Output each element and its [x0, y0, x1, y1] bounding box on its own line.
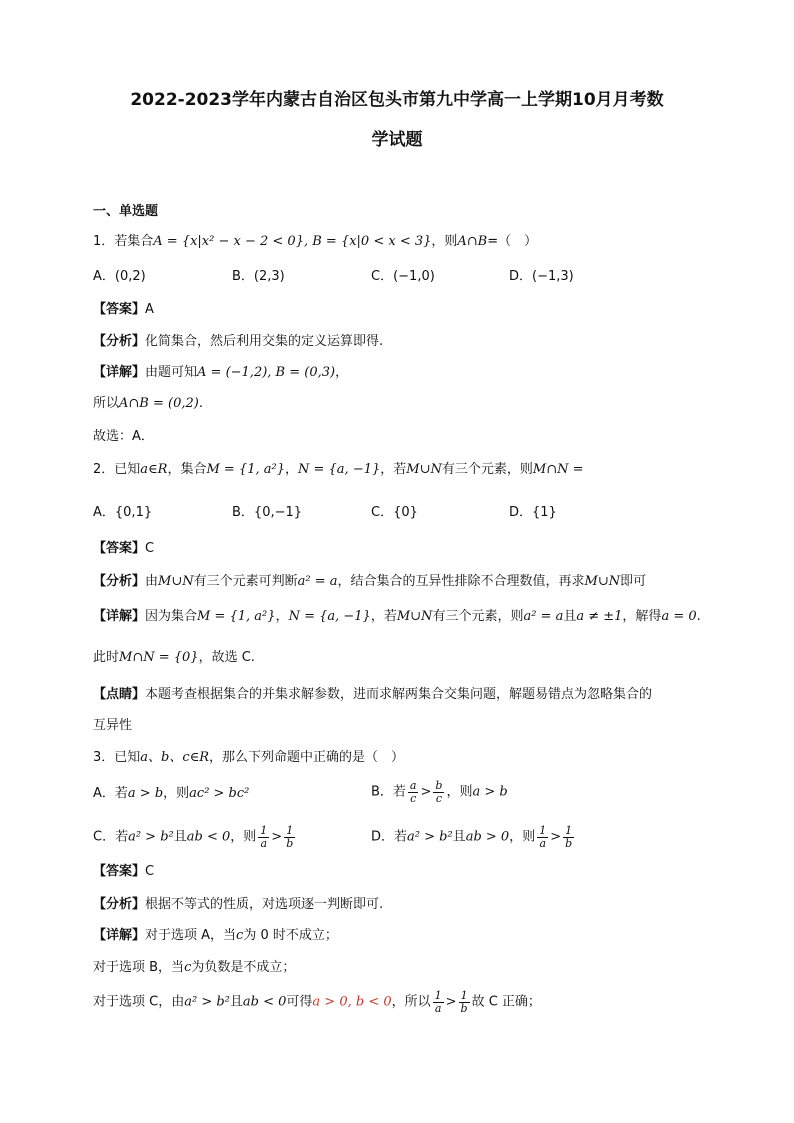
- q2-detail-tag: 【详解】: [93, 609, 146, 624]
- q1-conclusion: [93, 397, 203, 410]
- q2-detail-d: 且: [563, 609, 577, 624]
- q1-expr: A∩B: [457, 234, 488, 249]
- document-title-line1: 2022-2023学年内蒙古自治区包头市第九中学高一上学期10月月考数: [130, 90, 664, 110]
- q2-detail-e: ，解得: [622, 609, 662, 624]
- q3-detC-m3: a > 0, b < 0: [312, 994, 392, 1010]
- q3-option-c: C．若a² > b²且ab < 0，则 $\frac{1}{a}$ > $\frac{1}{b}$: [93, 824, 294, 850]
- q3-optC-label: C．若: [93, 829, 129, 845]
- frac-den: a: [260, 836, 268, 850]
- q3-detail-tag: 【详解】: [93, 928, 146, 943]
- q2-detail-math2: a ≠ ±1: [576, 609, 623, 624]
- q1-answer: [93, 303, 154, 316]
- q3-optA-t: ，则: [163, 786, 190, 801]
- frac-den: a: [539, 836, 546, 850]
- frac-den: b: [286, 836, 294, 850]
- q3-optA-m2: ac² > bc²: [189, 786, 250, 801]
- q1-tail: =（ ）: [487, 234, 538, 249]
- q2-detail-f: .: [696, 609, 701, 624]
- q3-answer: [93, 865, 154, 878]
- q3-optC-t1: 且: [173, 829, 187, 845]
- q2-detail-c: 有三个元素，则: [432, 609, 524, 624]
- q1-detail: [93, 366, 348, 379]
- q3-detC-frac2: [459, 990, 470, 1014]
- q2-cond: a∈R: [140, 462, 168, 477]
- q3-vars: a、b、c∈R: [140, 750, 210, 765]
- question-3: [93, 751, 404, 764]
- q2-option-a: A．{0,1}: [93, 505, 153, 520]
- q3-analysis-tag: 【分析】: [93, 897, 146, 912]
- q2-detail: [93, 610, 701, 623]
- q1-answer-tag: 【答案】: [93, 302, 146, 317]
- q3-option-d: D．若a² > b²且ab > 0，则 $\frac{1}{a}$ > $\frac{1}{b}$: [371, 824, 573, 850]
- q2-option-b: B．{0,−1}: [232, 505, 303, 520]
- q3-detC-frac1: [433, 990, 444, 1014]
- q1-option-b: B．(2,3): [232, 269, 285, 284]
- q3-optA-label: A．若: [93, 786, 128, 801]
- q3-detail-c: 对于选项 C，由a² > b²且ab < 0可得a > 0, b < 0，所以 $\frac{1}{a}$ > $\frac{1}{b}$ 故 C 正确；: [93, 989, 541, 1015]
- q2-detail-a: 因为集合: [145, 609, 198, 624]
- q2-comment-line2: 互异性: [93, 718, 133, 733]
- q3-answer-value: C: [145, 864, 155, 879]
- q3-optD-label: D．若: [371, 829, 408, 845]
- q1-answer-value: A: [145, 302, 154, 317]
- q1-detail-end: ，: [335, 365, 349, 380]
- q3-detail: [93, 929, 338, 942]
- q3-optC-frac1: [258, 825, 269, 849]
- q3-optA-m1: a > b: [127, 786, 164, 801]
- q3-optD-t1: 且: [452, 829, 466, 845]
- q1-analysis: [93, 335, 383, 348]
- q3-detC-m2: ab < 0: [242, 994, 287, 1010]
- q2-detail-setN: N = {a, −1}: [288, 609, 371, 624]
- q2-comment: [93, 688, 652, 701]
- q3-option-a: [93, 787, 249, 800]
- q2-union: M∪N: [406, 462, 442, 477]
- frac-num: 1: [434, 989, 442, 1002]
- q1-option-c: C．(−1,0): [371, 269, 435, 284]
- frac-num: 1: [460, 989, 468, 1002]
- q2-answer-tag: 【答案】: [93, 541, 146, 556]
- q3-detail-end: 为 0 时不成立；: [243, 928, 338, 943]
- q2-answer: [93, 542, 154, 555]
- q2-then-math: M∩N = {0}: [119, 650, 199, 665]
- q3-optB-frac2: [433, 780, 444, 804]
- q3-optC-m1: a² > b²: [128, 829, 174, 845]
- q3-prefix: 3．已知: [93, 750, 141, 765]
- q1-prefix: 1．若集合: [93, 234, 154, 249]
- frac-num: b: [435, 779, 443, 792]
- section-heading: 一、单选题: [93, 204, 159, 219]
- q2-detail-union: M∪N: [396, 609, 433, 624]
- q1-option-d: D．(−1,3): [509, 269, 574, 284]
- q2-analysis-tag: 【分析】: [93, 574, 146, 589]
- frac-den: b: [565, 836, 573, 850]
- q2-comment-tag: 【点睛】: [93, 687, 146, 702]
- q2-mid3: ，若: [380, 462, 407, 477]
- q2-inter: M∩N =: [532, 462, 584, 477]
- q1-so-math: A∩B = (0,2): [119, 396, 199, 411]
- q3-detB-end: 为负数是不成立；: [191, 960, 296, 975]
- q1-option-a: A．(0,2): [93, 269, 146, 284]
- q3-analysis: [93, 898, 383, 911]
- frac-den: c: [435, 791, 442, 805]
- q2-mid4: 有三个元素，则: [441, 462, 533, 477]
- q2-analysis-union: M∪N: [158, 574, 194, 589]
- q2-answer-value: C: [145, 541, 155, 556]
- frac-num: 1: [260, 824, 268, 837]
- q3-optC-frac2: [284, 825, 295, 849]
- q3-optD-frac2: [563, 825, 574, 849]
- q3-detail-c: c: [236, 928, 244, 943]
- q2-detail-math1: a² = a: [523, 609, 564, 624]
- q2-setM: M = {1, a²}: [206, 462, 285, 477]
- q3-analysis-text: 根据不等式的性质，对选项逐一判断即可.: [145, 897, 384, 912]
- q3-detC-text: 对于选项 C，由: [93, 994, 185, 1010]
- q1-sets: A = {x|x² − x − 2 < 0}, B = {x|0 < x < 3}: [153, 234, 432, 249]
- q3-optB-t: ，则: [446, 784, 473, 800]
- q3-detB-c: c: [184, 960, 192, 975]
- q2-then-b: ，故选 C.: [198, 650, 255, 665]
- q2-analysis: [93, 575, 646, 588]
- q1-so: 所以: [93, 396, 120, 411]
- q3-detC-t3: ，所以: [391, 994, 431, 1010]
- q3-optB-m: a > b: [472, 784, 508, 800]
- q3-detail-b: [93, 961, 295, 974]
- q3-optD-t2: ，则: [509, 829, 536, 845]
- q3-answer-tag: 【答案】: [93, 864, 146, 879]
- q2-setN: N = {a, −1}: [298, 462, 381, 477]
- q2-analysis-a: 由: [145, 574, 159, 589]
- q3-detail-text: 对于选项 A，当: [145, 928, 237, 943]
- frac-den: a: [434, 1001, 442, 1015]
- q2-then-a: 此时: [93, 650, 120, 665]
- q3-detB-text: 对于选项 B，当: [93, 960, 185, 975]
- q1-detail-tag: 【详解】: [93, 365, 146, 380]
- q2-analysis-d: 即可: [620, 574, 647, 589]
- q3-detC-t2: 可得: [286, 994, 313, 1010]
- q2-option-c: C．{0}: [371, 505, 418, 520]
- question-1: [93, 235, 537, 248]
- q2-detail-b: ，若: [370, 609, 397, 624]
- q2-option-d: D．{1}: [509, 505, 557, 520]
- q2-comment-text: 本题考查根据集合的并集求解参数，进而求解两集合交集问题，解题易错点为忽略集合的: [145, 687, 653, 702]
- q1-detail-text: 由题可知: [145, 365, 198, 380]
- q1-analysis-text: 化简集合，然后利用交集的定义运算即得.: [145, 334, 384, 349]
- q3-detC-end: 故 C 正确；: [471, 994, 541, 1010]
- q2-analysis-math: a² = a: [297, 574, 338, 589]
- q2-analysis-c: ，结合集合的互异性排除不合理数值，再求: [337, 574, 585, 589]
- q2-analysis-inter: M∪N: [584, 574, 621, 589]
- q3-detC-t1: 且: [229, 994, 243, 1010]
- q2-prefix: 2．已知: [93, 462, 141, 477]
- q3-optD-m1: a² > b²: [407, 829, 453, 845]
- q3-optD-frac1: [537, 825, 548, 849]
- frac-num: 1: [565, 824, 573, 837]
- q3-option-b: B．若 $\frac{a}{c}$ > $\frac{b}{c}$ ，则a > b: [371, 779, 508, 805]
- q3-tail: ，那么下列命题中正确的是（ ）: [209, 750, 405, 765]
- q1-detail-math: A = (−1,2), B = (0,3): [197, 365, 336, 380]
- q2-detail-sep: ，: [275, 609, 289, 624]
- q1-pick: 故选：A．: [93, 429, 154, 444]
- q2-mid2: ，: [284, 462, 298, 477]
- q3-optB-frac1: [408, 780, 419, 804]
- q2-detail-setM: M = {1, a²}: [197, 609, 276, 624]
- question-2: [93, 463, 584, 476]
- q3-detC-m1: a² > b²: [184, 994, 230, 1010]
- q3-optB-label: B．若: [371, 784, 406, 800]
- document-title-line2: 学试题: [371, 130, 423, 150]
- q2-then: [93, 651, 255, 664]
- frac-den: c: [410, 791, 417, 805]
- frac-num: a: [409, 779, 417, 792]
- q1-so-end: .: [198, 396, 203, 411]
- q1-then: ，则: [431, 234, 458, 249]
- q3-optD-m2: ab > 0: [465, 829, 510, 845]
- q2-mid1: ，集合: [167, 462, 207, 477]
- q2-analysis-b: 有三个元素可判断: [193, 574, 298, 589]
- frac-den: b: [460, 1001, 468, 1015]
- frac-num: 1: [539, 824, 547, 837]
- q1-analysis-tag: 【分析】: [93, 334, 146, 349]
- q3-optC-t2: ，则: [230, 829, 257, 845]
- frac-num: 1: [286, 824, 294, 837]
- q2-detail-math3: a = 0: [661, 609, 697, 624]
- q3-optC-m2: ab < 0: [186, 829, 231, 845]
